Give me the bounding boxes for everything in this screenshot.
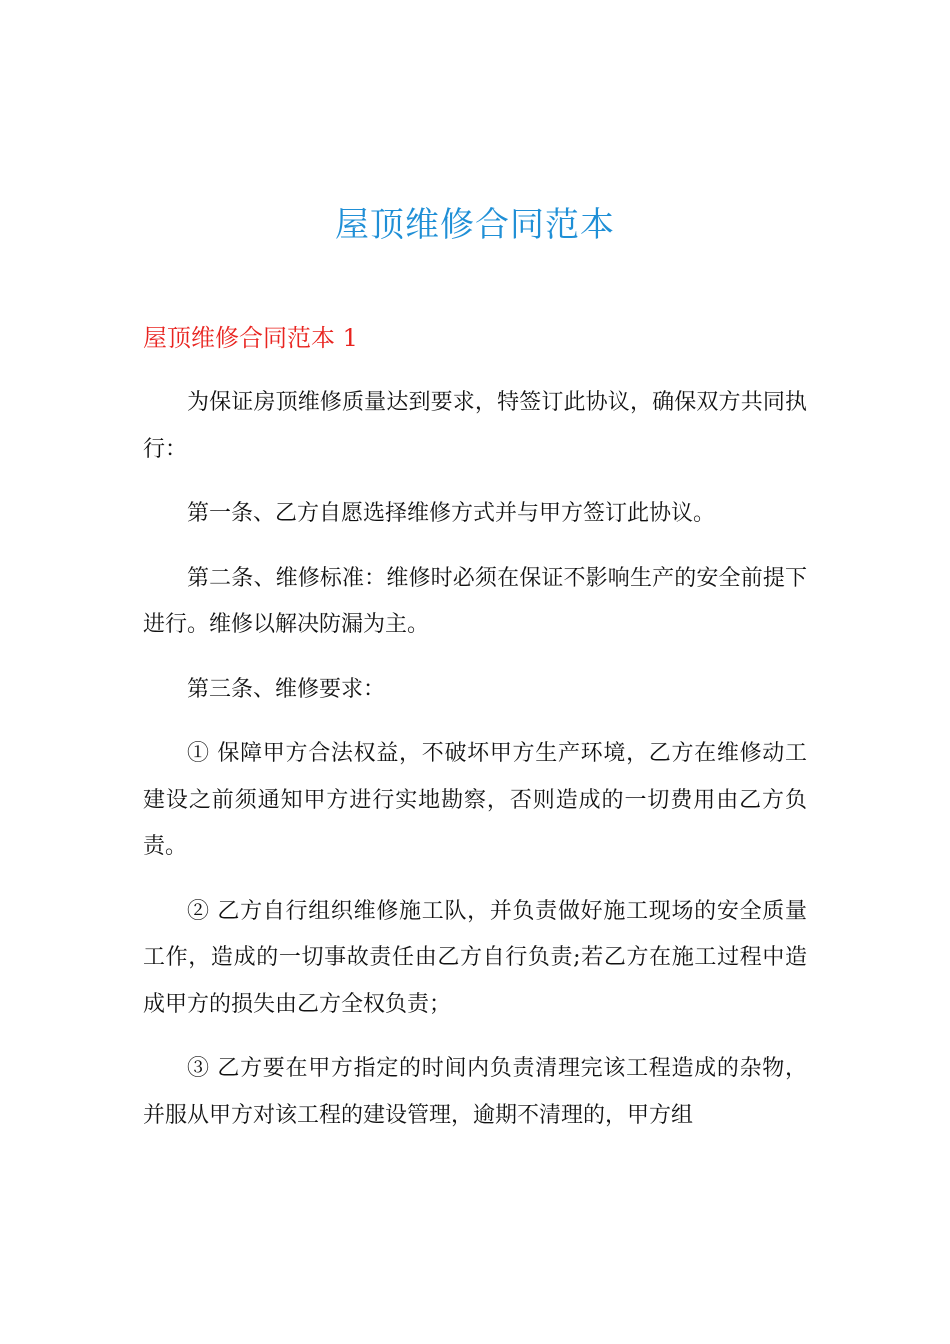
paragraph-item-2: ② 乙方自行组织维修施工队，并负责做好施工现场的安全质量工作，造成的一切事故责任由乙方自行负责;若乙方在施工过程中造成甲方的损失由乙方全权负责； — [143, 898, 807, 1017]
document-title: 屋顶维修合同范本 — [335, 205, 615, 245]
paragraph-item-1: ① 保障甲方合法权益，不破坏甲方生产环境，乙方在维修动工建设之前须通知甲方进行实地勘察，否则造成的一切费用由乙方负责。 — [143, 741, 807, 859]
paragraph-article-3: 第三条、维修要求： — [187, 676, 386, 702]
paragraph-article-2: 第二条、维修标准：维修时必须在保证不影响生产的安全前提下进行。维修以解决防漏为主。 — [143, 565, 807, 637]
section-heading: 屋顶维修合同范本 1 — [143, 324, 358, 352]
document-body — [143, 380, 807, 1157]
paragraph-article-1: 第一条、乙方自愿选择维修方式并与甲方签订此协议。 — [187, 501, 716, 526]
paragraph-item-3: ③ 乙方要在甲方指定的时间内负责清理完该工程造成的杂物，并服从甲方对该工程的建设管理，逾期不清理的，甲方组 — [143, 1056, 807, 1128]
paragraph-intro: 为保证房顶维修质量达到要求，特签订此协议，确保双方共同执行： — [143, 390, 807, 462]
